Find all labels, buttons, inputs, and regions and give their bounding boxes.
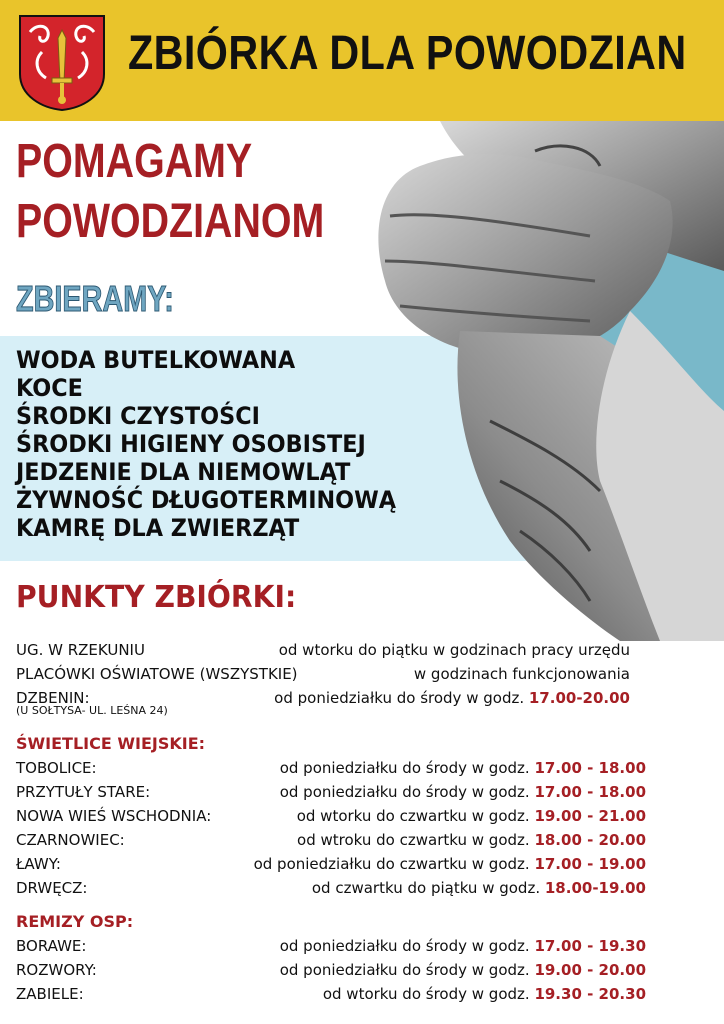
table-row (16, 876, 646, 900)
point-name: PLACÓWKI OŚWIATOWE (WSZYSTKIE) (16, 665, 298, 683)
point-name: TOBOLICE: (16, 759, 97, 777)
table-row (16, 756, 646, 780)
point-schedule: od czwartku do piątku w godz. 18.00-19.00 (311, 879, 646, 897)
table-row (16, 982, 646, 1006)
point-name: DZBENIN: (16, 689, 90, 707)
section-title-halls: ŚWIETLICE WIEJSKIE: (16, 734, 206, 753)
list-item: WODA BUTELKOWANA (16, 346, 296, 374)
point-name: NOWA WIEŚ WSCHODNIA: (16, 807, 212, 825)
point-schedule: od wtorku do środy w godz. 19.30 - 20.30 (322, 985, 646, 1003)
table-row (16, 852, 646, 876)
collect-label: ZBIERAMY: (16, 278, 174, 319)
headline-line-2: POWODZIANOM (16, 195, 325, 248)
table-row (16, 780, 646, 804)
point-note: (U SOŁTYSA- UL. LEŚNA 24) (16, 704, 168, 717)
point-name: UG. W RZEKUNIU (16, 641, 145, 659)
point-schedule: od poniedziałku do środy w godz. 17.00 - 19.30 (279, 937, 646, 955)
point-name: ROZWORY: (16, 961, 97, 979)
table-row (16, 958, 646, 982)
section-title-fire-stations: REMIZY OSP: (16, 912, 134, 931)
point-schedule: w godzinach funkcjonowania (413, 665, 630, 683)
point-schedule: od wtroku do czwartku w godz. 18.00 - 20.00 (297, 831, 646, 849)
page-title: ZBIÓRKA DLA POWODZIAN (128, 27, 687, 80)
coat-of-arms-icon (16, 12, 108, 112)
table-row (16, 828, 646, 852)
list-item: ŚRODKI HIGIENY OSOBISTEJ (16, 430, 366, 458)
point-name: ŁAWY: (16, 855, 61, 873)
table-row (16, 662, 646, 686)
collected-items-list (16, 346, 425, 542)
list-item: KAMRĘ DLA ZWIERZĄT (16, 514, 300, 542)
list-item: KOCE (16, 374, 83, 402)
points-title: PUNKTY ZBIÓRKI: (16, 580, 297, 615)
point-schedule: od wtorku do czwartku w godz. 19.00 - 21.00 (296, 807, 646, 825)
point-name: BORAWE: (16, 937, 87, 955)
headline-line-1: POMAGAMY (16, 135, 253, 188)
table-row (16, 804, 646, 828)
list-item: JEDZENIE DLA NIEMOWLĄT (16, 458, 351, 486)
point-schedule: od poniedziałku do środy w godz. 17.00 - 18.00 (279, 783, 646, 801)
table-row (16, 638, 646, 662)
point-schedule: od poniedziałku do środy w godz. 17.00-20.00 (274, 689, 630, 707)
point-name: DRWĘCZ: (16, 879, 88, 897)
headline (16, 132, 324, 252)
point-schedule: od poniedziałku do środy w godz. 17.00 - 18.00 (279, 759, 646, 777)
point-name: PRZYTUŁY STARE: (16, 783, 151, 801)
point-schedule: od poniedziałku do czwartku w godz. 17.00 - 19.00 (253, 855, 646, 873)
point-schedule: od wtorku do piątku w godzinach pracy urzędu (278, 641, 630, 659)
table-row (16, 934, 646, 958)
point-name: CZARNOWIEC: (16, 831, 125, 849)
list-item: ŻYWNOŚĆ DŁUGOTERMINOWĄ (16, 486, 397, 514)
point-schedule: od poniedziałku do środy w godz. 19.00 - 20.00 (279, 961, 646, 979)
point-name: ZABIELE: (16, 985, 84, 1003)
header-bar (0, 0, 724, 121)
list-item: ŚRODKI CZYSTOŚCI (16, 402, 260, 430)
